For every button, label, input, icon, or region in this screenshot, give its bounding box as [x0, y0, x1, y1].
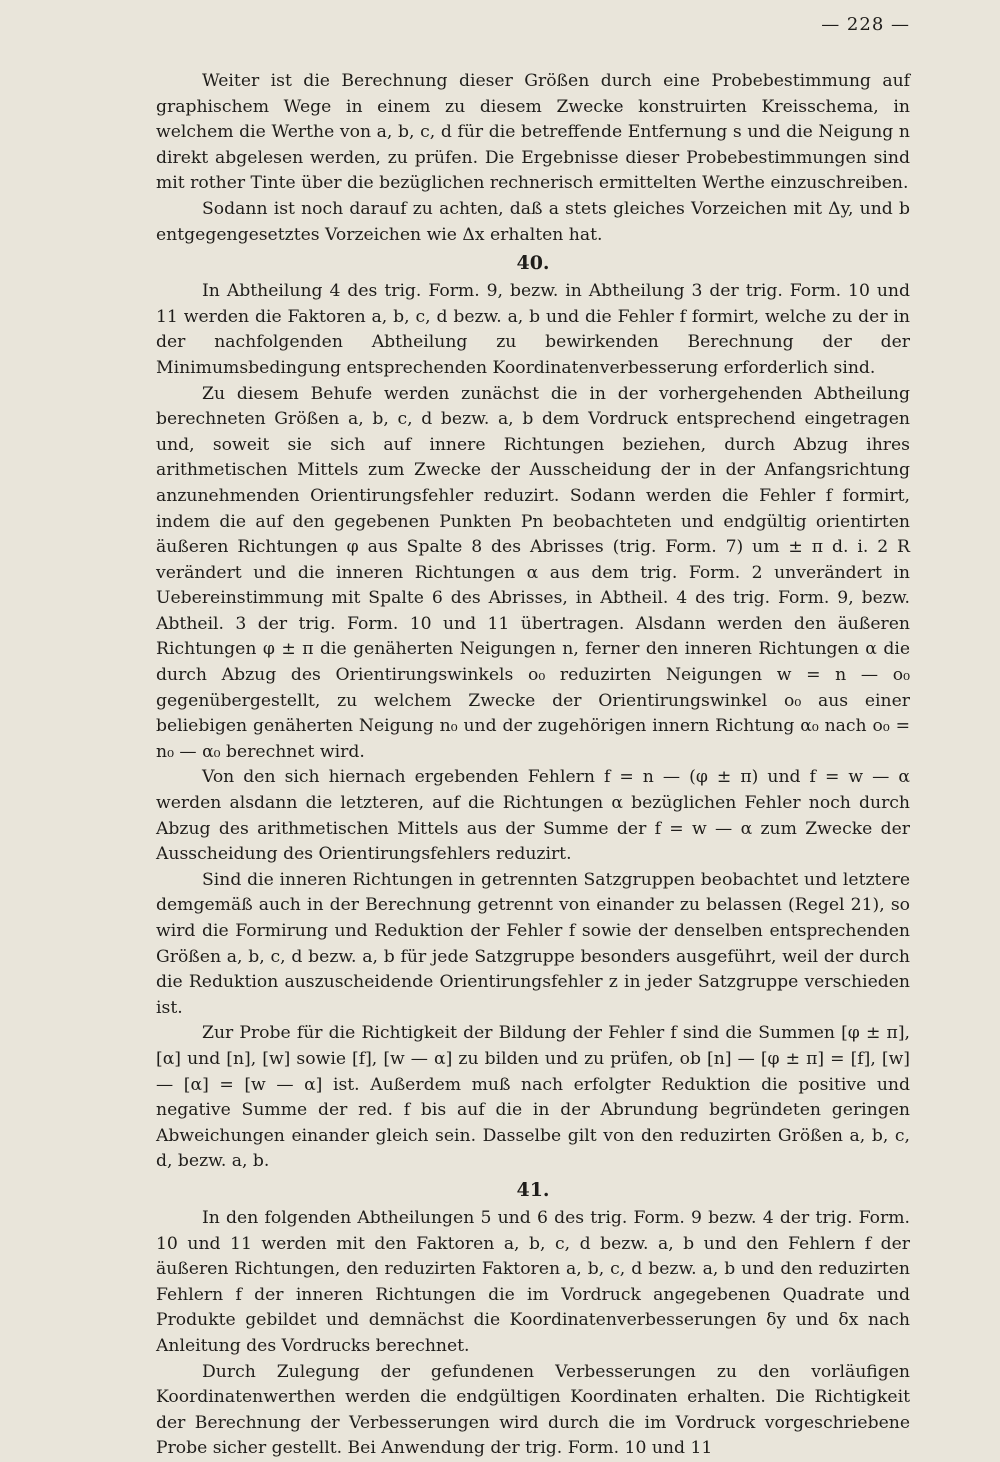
- paragraph-reduction-procedure: Zu diesem Behufe werden zunächst die in der vorhergehenden Abtheilung berechneten Größen a, b, c, d bezw. a, b dem Vordruck entsprechend eingetragen und, soweit sie sich auf innere Richtungen beziehen, durch Abzug ihres arithmetischen Mittels zum Zwecke der Ausscheidung der in der Anfangsrichtung anzunehmenden Orientirungsfehler reduzirt. Sodann werden die Fehler f formirt, indem die auf den gegebenen Punkten Pn beobachteten und endgültig orientirten äußeren Richtungen φ aus Spalte 8 des Abrisses (trig. Form. 7) um ± π d. i. 2 R verändert und die inneren Richtungen α aus dem trig. Form. 2 unverändert in Uebereinstimmung mit Spalte 6 des Abrisses, in Abtheil. 4 des trig. Form. 9, bezw. Abtheil. 3 der trig. Form. 10 und 11 übertragen. Alsdann werden den äußeren Richtungen φ ± π die genäherten Neigungen n, ferner den inneren Richtungen α die durch Abzug des Orientirungswinkels o₀ reduzirten Neigungen w = n — o₀ gegenübergestellt, zu welchem Zwecke der Orientirungswinkel o₀ aus einer beliebigen genäherten Neigung n₀ und der zugehörigen innern Richtung α₀ nach o₀ = n₀ — α₀ berechnet wird.: [156, 383, 910, 762]
- section-heading-41: 41.: [516, 1178, 550, 1201]
- paragraph-error-reduction: Von den sich hiernach ergebenden Fehlern f = n — (φ ± π) und f = w — α werden alsdann die letzteren, auf die Richtungen α bezüglichen Fehler noch durch Abzug des arithmetischen Mittels aus der Summe der f = w — α zum Zwecke der Ausscheidung des Orientirungsfehlers reduzirt.: [156, 767, 910, 865]
- page-number: — 228 —: [821, 14, 910, 35]
- section-heading-40: 40.: [516, 252, 550, 275]
- paragraph-factor-formation: In Abtheilung 4 des trig. Form. 9, bezw. in Abtheilung 3 der trig. Form. 10 und 11 werden die Faktoren a, b, c, d bezw. a, b und die Fehler f formirt, welche zu der in der nachfolgenden Abtheilung zu bewirkenden Berechnung der der Minimumsbedingung entsprechenden Koordinatenverbesserung erforderlich sind.: [156, 281, 910, 378]
- paragraph-graphical-check: Weiter ist die Berechnung dieser Größen durch eine Probebestimmung auf graphischem Wege in einem zu diesem Zwecke konstruirten Kreisschema, in welchem die Werthe von a, b, c, d für die betreffende Entfernung s und die Neigung n direkt abgelesen werden, zu prüfen. Die Ergebnisse dieser Probebestimmungen sind mit rother Tinte über die bezüglichen rechnerisch ermittelten Werthe einzuschreiben.: [156, 71, 910, 194]
- paragraph-squares-products: In den folgenden Abtheilungen 5 und 6 des trig. Form. 9 bezw. 4 der trig. Form. 10 und 11 werden mit den Faktoren a, b, c, d bezw. a, b und den Fehlern f der äußeren Richtungen, den reduzirten Faktoren a, b, c, d bezw. a, b und den reduzirten Fehlern f der inneren Richtungen die im Vordruck angegebenen Quadrate und Produkte gebildet und demnächst die Koordinatenverbesserungen δy und δx nach Anleitung des Vordrucks berechnet.: [156, 1207, 910, 1356]
- paragraph-verification: Zur Probe für die Richtigkeit der Bildung der Fehler f sind die Summen [φ ± π], [α] und [n], [w] sowie [f], [w — α] zu bilden und zu prüfen, ob [n] — [φ ± π] = [f], [w] — [α] = [w — α] ist. Außerdem muß nach erfolgter Reduktion die positive und negative Summe der red. f bis auf die in der Abrundung begründeten geringen Abweichungen einander gleich sein. Dasselbe gilt von den reduzirten Größen a, b, c, d, bezw. a, b.: [156, 1023, 910, 1172]
- paragraph-final-coordinates: Durch Zulegung der gefundenen Verbesserungen zu den vorläufigen Koordinatenwerthen werden die endgültigen Koordinaten erhalten. Die Richtigkeit der Berechnung der Verbesserungen wird durch die im Vordruck vorgeschriebene Probe sicher gestellt. Bei Anwendung der trig. Form. 10 und 11: [156, 1361, 910, 1459]
- paragraph-set-groups: Sind die inneren Richtungen in getrennten Satzgruppen beobachtet und letztere demgemäß auch in der Berechnung getrennt von einander zu belassen (Regel 21), so wird die Formirung und Reduktion der Fehler f sowie der denselben entsprechenden Größen a, b, c, d bezw. a, b für jede Satzgruppe besonders ausgeführt, weil der durch die Reduktion auszuscheidende Orientirungsfehler z in jeder Satzgruppe verschieden ist.: [156, 869, 910, 1018]
- paragraph-sign-check: Sodann ist noch darauf zu achten, daß a stets gleiches Vorzeichen mit Δy, und b entgegengesetztes Vorzeichen wie Δx erhalten hat.: [156, 198, 910, 245]
